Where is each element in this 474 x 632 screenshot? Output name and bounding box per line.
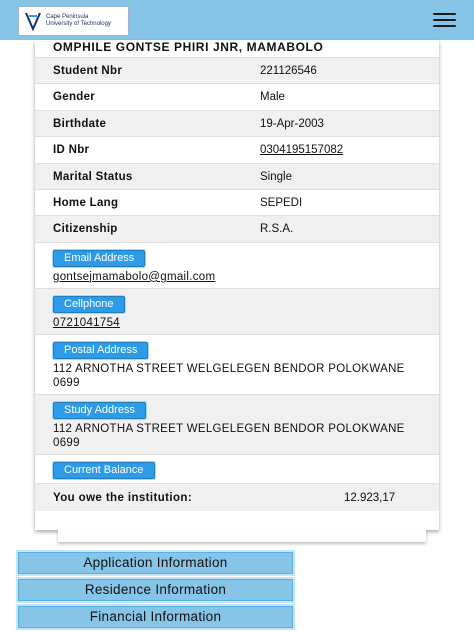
logo-emblem-icon bbox=[24, 11, 42, 31]
id-number-link[interactable]: 0304195157082 bbox=[260, 144, 344, 157]
field-value: R.S.A. bbox=[260, 223, 294, 236]
field-label: Student Nbr bbox=[53, 65, 123, 77]
student-details-card bbox=[35, 40, 439, 530]
field-label: Birthdate bbox=[53, 117, 107, 130]
logo-text: Cape Peninsula University of Technology bbox=[46, 14, 111, 27]
current-balance-button[interactable]: Current Balance bbox=[53, 462, 155, 479]
row-gender bbox=[35, 83, 439, 109]
postal-address-value: 112 ARNOTHA STREET WELGELEGEN BENDOR POLOKWANE 0699 bbox=[53, 362, 405, 389]
field-label: ID Nbr bbox=[53, 144, 90, 157]
field-value: 19-Apr-2003 bbox=[260, 117, 324, 130]
balance-section bbox=[35, 454, 439, 483]
residence-information-button[interactable]: Residence Information bbox=[18, 579, 293, 601]
application-information-button[interactable]: Application Information bbox=[18, 552, 293, 574]
field-label: Home Lang bbox=[53, 196, 119, 209]
postal-address-section bbox=[35, 334, 439, 394]
email-link[interactable]: gontsejmamabolo@gmail.com bbox=[53, 270, 216, 283]
cellphone-button[interactable]: Cellphone bbox=[53, 296, 125, 313]
row-marital-status bbox=[35, 163, 439, 189]
email-section bbox=[35, 242, 439, 288]
field-value: SEPEDI bbox=[260, 196, 303, 209]
owe-label: You owe the institution: bbox=[53, 491, 193, 504]
hamburger-menu-icon[interactable] bbox=[433, 13, 456, 27]
study-address-button[interactable]: Study Address bbox=[53, 402, 146, 419]
field-value: 221126546 bbox=[260, 65, 317, 77]
top-bar bbox=[0, 0, 474, 40]
row-id-nbr bbox=[35, 136, 439, 162]
field-label: Marital Status bbox=[53, 170, 133, 183]
row-student-nbr bbox=[35, 57, 439, 83]
cellphone-section bbox=[35, 288, 439, 334]
cput-logo[interactable] bbox=[18, 6, 129, 36]
field-label: Citizenship bbox=[53, 223, 118, 236]
row-citizenship bbox=[35, 215, 439, 241]
card-footer-strip bbox=[35, 530, 439, 542]
owe-amount: 12.923,17 bbox=[344, 491, 396, 504]
postal-address-button[interactable]: Postal Address bbox=[53, 342, 148, 359]
email-address-button[interactable]: Email Address bbox=[53, 250, 145, 267]
field-value: Male bbox=[260, 91, 285, 104]
study-address-section bbox=[35, 394, 439, 454]
financial-information-button[interactable]: Financial Information bbox=[18, 606, 293, 628]
field-value: Single bbox=[260, 170, 292, 183]
row-birthdate bbox=[35, 110, 439, 136]
field-label: Gender bbox=[53, 91, 96, 104]
balance-owed-row bbox=[35, 483, 439, 511]
cellphone-link[interactable]: 0721041754 bbox=[53, 316, 120, 329]
study-address-value: 112 ARNOTHA STREET WELGELEGEN BENDOR POLOKWANE 0699 bbox=[53, 422, 405, 449]
student-name: OMPHILE GONTSE PHIRI JNR, MAMABOLO bbox=[53, 40, 324, 54]
row-home-lang bbox=[35, 189, 439, 215]
